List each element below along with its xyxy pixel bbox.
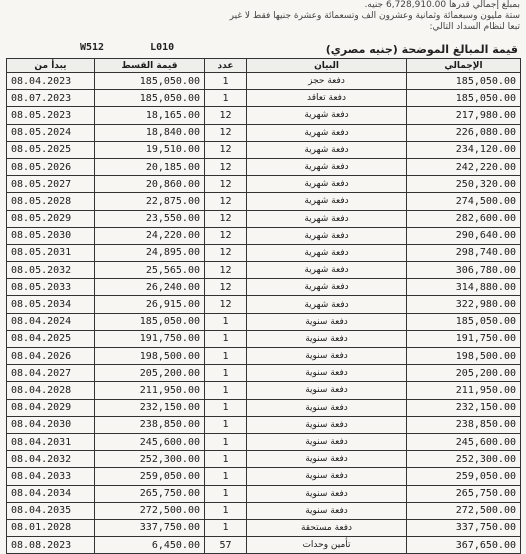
- cell-description: دفعة شهرية: [247, 227, 407, 244]
- cell-count: 12: [205, 124, 247, 141]
- cell-date: 08.04.2031: [7, 433, 95, 450]
- cell-count: 12: [205, 296, 247, 313]
- cell-date: 08.05.2023: [7, 107, 95, 124]
- table-row: [7, 244, 521, 261]
- cell-total: 314,880.00: [407, 279, 521, 296]
- cell-date: 08.04.2028: [7, 382, 95, 399]
- cell-description: دفعة سنوية: [247, 348, 407, 365]
- cell-date: 08.04.2033: [7, 468, 95, 485]
- table-row: [7, 107, 521, 124]
- cell-description: دفعة سنوية: [247, 382, 407, 399]
- cell-date: 08.05.2025: [7, 141, 95, 158]
- unit-code-b: L010: [150, 42, 175, 53]
- cell-description: دفعة شهرية: [247, 210, 407, 227]
- table-row: [7, 451, 521, 468]
- cell-total: 211,950.00: [407, 382, 521, 399]
- cell-installment: 272,500.00: [95, 502, 205, 519]
- header-line-3: تبعا لنظام السداد التالي:: [429, 22, 520, 32]
- cell-date: 08.04.2027: [7, 365, 95, 382]
- column-header-installment: قيمة القسط: [95, 59, 205, 73]
- cell-installment: 211,950.00: [95, 382, 205, 399]
- cell-installment: 19,510.00: [95, 141, 205, 158]
- table-row: [7, 124, 521, 141]
- cell-total: 306,780.00: [407, 262, 521, 279]
- cell-installment: 20,860.00: [95, 176, 205, 193]
- cell-date: 08.04.2030: [7, 416, 95, 433]
- cell-count: 1: [205, 90, 247, 107]
- cell-count: 1: [205, 399, 247, 416]
- cell-total: 217,980.00: [407, 107, 521, 124]
- cell-count: 1: [205, 365, 247, 382]
- cell-installment: 259,050.00: [95, 468, 205, 485]
- cell-installment: 185,050.00: [95, 90, 205, 107]
- table-row: [7, 433, 521, 450]
- cell-date: 08.05.2026: [7, 158, 95, 175]
- cell-installment: 205,200.00: [95, 365, 205, 382]
- cell-count: 1: [205, 485, 247, 502]
- table-row: [7, 73, 521, 90]
- cell-count: 12: [205, 107, 247, 124]
- cell-description: دفعة مستحقة: [247, 519, 407, 536]
- cell-count: 12: [205, 176, 247, 193]
- cell-count: 1: [205, 433, 247, 450]
- cell-description: دفعة سنوية: [247, 365, 407, 382]
- cell-date: 08.05.2028: [7, 193, 95, 210]
- cell-description: دفعة شهرية: [247, 158, 407, 175]
- unit-codes: [80, 42, 214, 53]
- cell-total: 252,300.00: [407, 451, 521, 468]
- table-row: [7, 279, 521, 296]
- payment-schedule-table: [6, 58, 521, 554]
- cell-installment: 185,050.00: [95, 313, 205, 330]
- cell-count: 1: [205, 519, 247, 536]
- cell-date: 08.05.2033: [7, 279, 95, 296]
- cell-description: دفعة شهرية: [247, 262, 407, 279]
- table-row: [7, 382, 521, 399]
- table-row: [7, 193, 521, 210]
- column-header-total: الإجمالي: [407, 59, 521, 73]
- cell-description: دفعة سنوية: [247, 416, 407, 433]
- cell-total: 259,050.00: [407, 468, 521, 485]
- cell-description: دفعة شهرية: [247, 279, 407, 296]
- cell-total: 185,050.00: [407, 73, 521, 90]
- cell-total: 290,640.00: [407, 227, 521, 244]
- table-row: [7, 296, 521, 313]
- cell-description: دفعة سنوية: [247, 399, 407, 416]
- cell-description: دفعة شهرية: [247, 193, 407, 210]
- cell-count: 1: [205, 73, 247, 90]
- cell-date: 08.04.2025: [7, 330, 95, 347]
- table-row: [7, 90, 521, 107]
- cell-total: 265,750.00: [407, 485, 521, 502]
- cell-installment: 20,185.00: [95, 158, 205, 175]
- cell-count: 1: [205, 416, 247, 433]
- cell-installment: 22,875.00: [95, 193, 205, 210]
- table-row: [7, 485, 521, 502]
- table-row: [7, 227, 521, 244]
- cell-count: 1: [205, 330, 247, 347]
- cell-description: دفعة شهرية: [247, 107, 407, 124]
- table-row: [7, 176, 521, 193]
- table-caption: قيمة المبالغ الموضحة (جنيه مصري): [325, 43, 518, 56]
- cell-total: 274,500.00: [407, 193, 521, 210]
- cell-date: 08.04.2035: [7, 502, 95, 519]
- cell-description: دفعة شهرية: [247, 141, 407, 158]
- table-row: [7, 519, 521, 536]
- table-row: [7, 537, 521, 554]
- cell-total: 198,500.00: [407, 348, 521, 365]
- cell-date: 08.05.2027: [7, 176, 95, 193]
- cell-date: 08.05.2029: [7, 210, 95, 227]
- column-header-count: عدد: [205, 59, 247, 73]
- cell-date: 08.04.2026: [7, 348, 95, 365]
- cell-total: 272,500.00: [407, 502, 521, 519]
- cell-description: دفعة شهرية: [247, 176, 407, 193]
- header-line-1: بمبلغ إجمالي قدرها 6,728,910.00 جنيه.: [364, 0, 520, 10]
- cell-date: 08.05.2032: [7, 262, 95, 279]
- cell-description: دفعة سنوية: [247, 502, 407, 519]
- cell-count: 12: [205, 227, 247, 244]
- cell-installment: 198,500.00: [95, 348, 205, 365]
- cell-description: دفعة سنوية: [247, 451, 407, 468]
- cell-date: 08.04.2024: [7, 313, 95, 330]
- table-row: [7, 158, 521, 175]
- cell-count: 12: [205, 262, 247, 279]
- cell-total: 226,080.00: [407, 124, 521, 141]
- cell-total: 367,650.00: [407, 537, 521, 554]
- cell-description: دفعة شهرية: [247, 244, 407, 261]
- table-body: [7, 73, 521, 554]
- cell-installment: 238,850.00: [95, 416, 205, 433]
- cell-count: 1: [205, 348, 247, 365]
- cell-total: 298,740.00: [407, 244, 521, 261]
- cell-date: 08.08.2023: [7, 537, 95, 554]
- header-line-2: ستة مليون وسبعمائة وثمانية وعشرون ألف وتسعمائة وعشرة جنيها فقط لا غير: [229, 11, 520, 21]
- cell-installment: 232,150.00: [95, 399, 205, 416]
- cell-count: 12: [205, 210, 247, 227]
- cell-description: دفعة سنوية: [247, 330, 407, 347]
- cell-date: 08.04.2023: [7, 73, 95, 90]
- cell-total: 337,750.00: [407, 519, 521, 536]
- cell-total: 238,850.00: [407, 416, 521, 433]
- cell-date: 08.05.2034: [7, 296, 95, 313]
- cell-description: دفعة شهرية: [247, 296, 407, 313]
- cell-installment: 252,300.00: [95, 451, 205, 468]
- cell-installment: 23,550.00: [95, 210, 205, 227]
- cell-total: 232,150.00: [407, 399, 521, 416]
- cell-date: 08.07.2023: [7, 90, 95, 107]
- cell-date: 08.04.2032: [7, 451, 95, 468]
- cell-count: 12: [205, 158, 247, 175]
- cell-installment: 185,050.00: [95, 73, 205, 90]
- cell-installment: 24,895.00: [95, 244, 205, 261]
- document-header: [6, 0, 520, 33]
- table-row: [7, 210, 521, 227]
- cell-total: 191,750.00: [407, 330, 521, 347]
- cell-installment: 18,840.00: [95, 124, 205, 141]
- cell-description: دفعة سنوية: [247, 433, 407, 450]
- cell-date: 08.01.2028: [7, 519, 95, 536]
- table-row: [7, 468, 521, 485]
- cell-description: دفعة سنوية: [247, 313, 407, 330]
- cell-total: 282,600.00: [407, 210, 521, 227]
- cell-description: دفعة سنوية: [247, 485, 407, 502]
- cell-count: 1: [205, 451, 247, 468]
- cell-installment: 191,750.00: [95, 330, 205, 347]
- table-header-row: [7, 59, 521, 73]
- cell-total: 234,120.00: [407, 141, 521, 158]
- table-row: [7, 416, 521, 433]
- cell-count: 1: [205, 382, 247, 399]
- cell-description: دفعة حجز: [247, 73, 407, 90]
- unit-code-a: W512: [80, 42, 105, 53]
- column-header-date: يبدأ من: [7, 59, 95, 73]
- table-row: [7, 141, 521, 158]
- cell-count: 12: [205, 244, 247, 261]
- cell-description: دفعة سنوية: [247, 468, 407, 485]
- table-row: [7, 365, 521, 382]
- table-row: [7, 348, 521, 365]
- table-row: [7, 502, 521, 519]
- cell-description: دفعة شهرية: [247, 124, 407, 141]
- cell-installment: 26,240.00: [95, 279, 205, 296]
- cell-date: 08.05.2031: [7, 244, 95, 261]
- cell-total: 245,600.00: [407, 433, 521, 450]
- cell-installment: 25,565.00: [95, 262, 205, 279]
- cell-installment: 245,600.00: [95, 433, 205, 450]
- cell-date: 08.05.2030: [7, 227, 95, 244]
- cell-count: 12: [205, 193, 247, 210]
- column-header-description: البيان: [247, 59, 407, 73]
- cell-installment: 18,165.00: [95, 107, 205, 124]
- table-row: [7, 262, 521, 279]
- cell-count: 12: [205, 279, 247, 296]
- cell-total: 205,200.00: [407, 365, 521, 382]
- cell-installment: 6,450.00: [95, 537, 205, 554]
- cell-count: 1: [205, 313, 247, 330]
- cell-date: 08.04.2034: [7, 485, 95, 502]
- cell-count: 1: [205, 468, 247, 485]
- table-row: [7, 330, 521, 347]
- cell-installment: 26,915.00: [95, 296, 205, 313]
- cell-description: تأمين وحدات: [247, 537, 407, 554]
- cell-total: 250,320.00: [407, 176, 521, 193]
- cell-date: 08.05.2024: [7, 124, 95, 141]
- cell-total: 185,050.00: [407, 90, 521, 107]
- cell-date: 08.04.2029: [7, 399, 95, 416]
- cell-installment: 337,750.00: [95, 519, 205, 536]
- cell-installment: 265,750.00: [95, 485, 205, 502]
- cell-total: 185,050.00: [407, 313, 521, 330]
- cell-count: 1: [205, 502, 247, 519]
- table-row: [7, 399, 521, 416]
- cell-count: 12: [205, 141, 247, 158]
- table-row: [7, 313, 521, 330]
- cell-count: 57: [205, 537, 247, 554]
- cell-total: 242,220.00: [407, 158, 521, 175]
- cell-installment: 24,220.00: [95, 227, 205, 244]
- cell-description: دفعة تعاقد: [247, 90, 407, 107]
- cell-total: 322,980.00: [407, 296, 521, 313]
